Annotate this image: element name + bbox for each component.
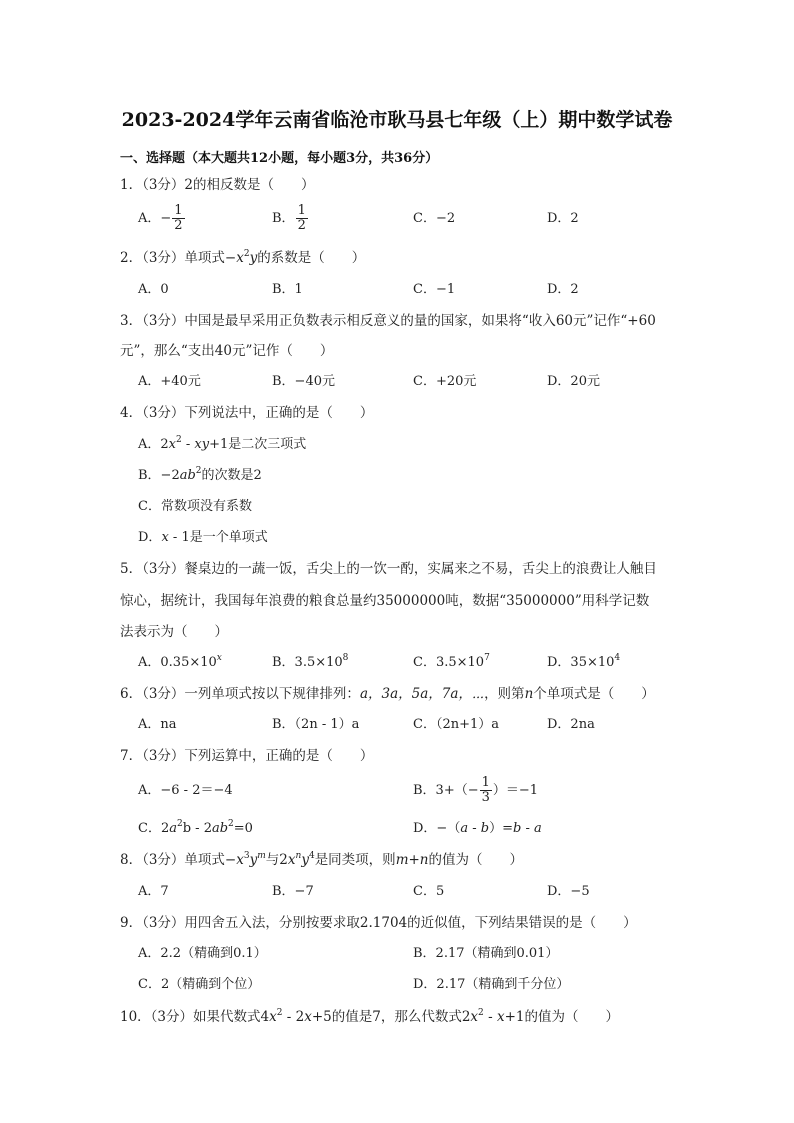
question-1-option-d: D．2 [547, 211, 579, 226]
question-3-option-c: C．+20元 [413, 374, 477, 389]
question-7-option-a: A．−6 - 2＝−4 [138, 783, 233, 798]
question-5-option-c: C．$3.5\times 10^7$ [413, 653, 490, 670]
question-6-option-a: A．na [138, 717, 177, 732]
question-5-stem-line3: 法表示为（ ） [120, 624, 228, 640]
question-5-option-d: D．$35\times 10^4$ [547, 653, 621, 670]
question-9-option-b: B．2.17（精确到0.01） [413, 946, 559, 961]
question-5-option-b: B．$3.5\times 10^8$ [272, 653, 349, 670]
question-7-option-d: D．−（a - b）=b - a [413, 821, 542, 836]
question-9-stem: 9．（3分）用四舍五入法，分别按要求取2.1704的近似值，下列结果错误的是（ ） [120, 915, 637, 931]
question-3-stem-line2: 元”，那么“支出40元”记作（ ） [120, 343, 334, 359]
question-4-option-a: A．$2x^2 - xy+1$是二次三项式 [138, 435, 307, 452]
question-8-option-c: C．5 [413, 884, 445, 899]
question-7-stem: 7．（3分）下列运算中，正确的是（ ） [120, 748, 374, 764]
question-3-stem-line1: 3．（3分）中国是最早采用正负数表示相反意义的量的国家，如果将“收入60元”记作“+60 [120, 313, 656, 329]
question-2-option-c: C．−1 [413, 282, 456, 297]
question-2-option-b: B．1 [272, 282, 303, 297]
question-4-option-c: C．常数项没有系数 [138, 499, 252, 514]
question-8-option-b: B．−7 [272, 884, 314, 899]
question-9-option-d: D．2.17（精确到千分位） [413, 977, 570, 992]
question-8-stem: 8．（3分）单项式$-x^3y^m$与$2x^ny^4$是同类项，则m+n的值为（ ） [120, 851, 523, 868]
question-7-option-b: B．3+（− $\frac{1}{3}$ ）＝−1 [413, 775, 539, 805]
question-6-option-b: B．（2n - 1）a [272, 717, 360, 732]
question-8-option-d: D．−5 [547, 884, 590, 899]
question-1-stem: 1．（3分）2的相反数是（ ） [120, 177, 315, 193]
question-3-option-a: A．+40元 [138, 374, 201, 389]
question-1-option-a: A．− $\frac{1}{2}$ [138, 203, 183, 233]
question-3-option-d: D．20元 [547, 374, 600, 389]
question-3-option-b: B．−40元 [272, 374, 335, 389]
question-1-option-c: C．−2 [413, 211, 456, 226]
question-4-option-b: B．$-2ab^2$的次数是2 [138, 466, 262, 483]
question-6-option-c: C．（2n+1）a [413, 717, 500, 732]
page-title: 2023-2024学年云南省临沧市耿马县七年级（上）期中数学试卷 [121, 109, 673, 131]
question-9-option-c: C．2（精确到个位） [138, 977, 261, 992]
question-4-stem: 4．（3分）下列说法中，正确的是（ ） [120, 405, 374, 421]
question-2-stem: 2．（3分）单项式$-x^2y$的系数是（ ） [120, 249, 366, 266]
question-2-option-d: D．2 [547, 282, 579, 297]
question-6-stem: 6．（3分）一列单项式按以下规律排列：a，3a，5a，7a，⋯，则第n个单项式是（ ） [120, 686, 655, 702]
question-5-option-a: A．$0.35\times 10^x$ [138, 653, 222, 670]
question-5-stem-line2: 惊心，据统计，我国每年浪费的粮食总量约35000000吨，数据“35000000”用科学记数 [120, 593, 650, 609]
question-10-stem: 10．（3分）如果代数式$4x^2 - 2x+5$的值是7，那么代数式$2x^2 - x+1$的值为（ ） [120, 1008, 619, 1025]
question-5-stem-line1: 5．（3分）餐桌边的一蔬一饭，舌尖上的一饮一酌，实属来之不易，舌尖上的浪费让人触目 [120, 561, 657, 577]
question-4-option-d: D．x - 1是一个单项式 [138, 530, 268, 545]
question-1-option-b: B． $\frac{1}{2}$ [272, 203, 306, 233]
question-2-option-a: A．0 [138, 282, 169, 297]
question-6-option-d: D．2na [547, 717, 595, 732]
question-8-option-a: A．7 [138, 884, 169, 899]
question-9-option-a: A．2.2（精确到0.1） [138, 946, 267, 961]
question-7-option-c: C．$2a^2b - 2ab^2=0$ [138, 819, 253, 836]
section-heading: 一、选择题（本大题共12小题，每小题3分，共36分） [120, 151, 439, 166]
